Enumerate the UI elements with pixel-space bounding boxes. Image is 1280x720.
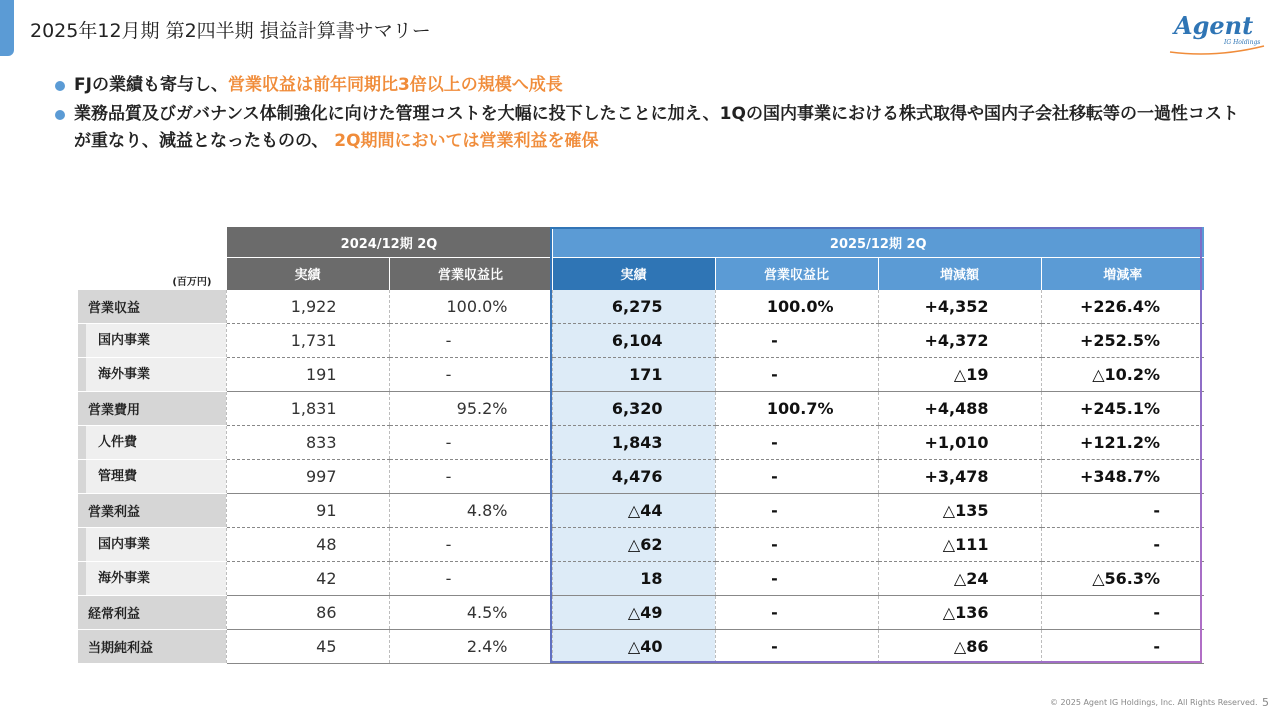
cell-prev-actual: 48	[226, 527, 389, 561]
page-number: 5	[1262, 696, 1269, 709]
logo-sub: IG Holdings	[1224, 39, 1261, 46]
cell-curr-actual: △44	[552, 493, 715, 527]
col-header-curr-ratio: 営業収益比	[715, 258, 878, 290]
cell-prev-actual: 42	[226, 561, 389, 595]
unit-label: (百万円)	[78, 258, 226, 290]
table-row	[78, 595, 1204, 629]
summary-bullets	[52, 72, 1252, 157]
col-header-change-amount: 増減額	[878, 258, 1041, 290]
row-label-cell	[78, 561, 226, 595]
cell-change-rate: +226.4%	[1041, 290, 1204, 324]
cell-prev-actual: 1,731	[226, 323, 389, 357]
cell-curr-actual: 4,476	[552, 459, 715, 493]
cell-curr-ratio: -	[715, 323, 878, 357]
row-label: 人件費	[86, 426, 226, 459]
bullet-1	[52, 72, 1252, 99]
copyright-footer: © 2025 Agent IG Holdings, Inc. All Rights Reserved.	[1050, 698, 1258, 707]
table-row	[78, 357, 1204, 391]
cell-curr-ratio: -	[715, 357, 878, 391]
cell-prev-ratio: -	[389, 323, 552, 357]
cell-change-amount: +4,488	[878, 391, 1041, 425]
row-label: 海外事業	[86, 358, 226, 391]
row-label: 営業収益	[88, 300, 141, 316]
col-header-prev-ratio: 営業収益比	[389, 258, 552, 290]
col-header-curr-actual: 実績	[552, 258, 715, 290]
col-header-change-rate: 増減率	[1041, 258, 1204, 290]
cell-curr-ratio: 100.7%	[715, 391, 878, 425]
row-label-cell	[78, 527, 226, 561]
table-row	[78, 561, 1204, 595]
cell-prev-ratio: 4.5%	[389, 595, 552, 629]
bullet-1-highlight: 営業収益は前年同期比3倍以上の規模へ成長	[227, 75, 563, 95]
row-label-cell	[78, 323, 226, 357]
cell-prev-actual: 45	[226, 629, 389, 663]
row-label: 経常利益	[88, 606, 141, 622]
title-accent-bar	[0, 0, 14, 56]
cell-prev-ratio: -	[389, 527, 552, 561]
row-label-cell	[78, 425, 226, 459]
cell-prev-ratio: 2.4%	[389, 629, 552, 663]
cell-prev-actual: 86	[226, 595, 389, 629]
cell-curr-actual: 6,104	[552, 323, 715, 357]
cell-change-rate: +252.5%	[1041, 323, 1204, 357]
cell-prev-ratio: 95.2%	[389, 391, 552, 425]
cell-change-amount: △19	[878, 357, 1041, 391]
cell-change-rate: +121.2%	[1041, 425, 1204, 459]
row-label: 国内事業	[86, 528, 226, 561]
bullet-dot-icon	[55, 110, 65, 120]
cell-prev-ratio: 100.0%	[389, 290, 552, 324]
row-label: 国内事業	[86, 324, 226, 357]
cell-change-rate: +348.7%	[1041, 459, 1204, 493]
cell-curr-actual: △49	[552, 595, 715, 629]
cell-curr-actual: △62	[552, 527, 715, 561]
period-prev-header: 2024/12期 2Q	[226, 227, 552, 258]
cell-curr-ratio: -	[715, 629, 878, 663]
bullet-2-highlight: 2Q期間においては営業利益を確保	[334, 131, 599, 151]
cell-prev-actual: 997	[226, 459, 389, 493]
row-label-cell	[78, 595, 226, 629]
cell-curr-ratio: 100.0%	[715, 290, 878, 324]
page-title: 2025年12月期 第2四半期 損益計算書サマリー	[30, 20, 431, 42]
table-row	[78, 629, 1204, 663]
cell-change-amount: +4,352	[878, 290, 1041, 324]
table-body	[78, 290, 1204, 664]
row-label-cell	[78, 391, 226, 425]
cell-curr-actual: 1,843	[552, 425, 715, 459]
cell-prev-ratio: -	[389, 459, 552, 493]
cell-curr-ratio: -	[715, 493, 878, 527]
table-row	[78, 425, 1204, 459]
table-row	[78, 459, 1204, 493]
cell-change-amount: +3,478	[878, 459, 1041, 493]
table-row	[78, 290, 1204, 324]
cell-curr-ratio: -	[715, 425, 878, 459]
row-label: 営業利益	[88, 504, 141, 520]
cell-change-rate: △10.2%	[1041, 357, 1204, 391]
cell-change-rate: -	[1041, 493, 1204, 527]
cell-change-amount: △111	[878, 527, 1041, 561]
cell-curr-actual: △40	[552, 629, 715, 663]
row-label-cell	[78, 357, 226, 391]
cell-curr-actual: 6,275	[552, 290, 715, 324]
cell-change-rate: -	[1041, 595, 1204, 629]
cell-prev-ratio: -	[389, 425, 552, 459]
income-statement-table	[78, 227, 1204, 664]
row-label: 管理費	[86, 460, 226, 493]
bullet-1-text: FJの業績も寄与し、	[74, 75, 228, 95]
row-label: 海外事業	[86, 562, 226, 595]
cell-curr-actual: 6,320	[552, 391, 715, 425]
bullet-dot-icon	[55, 81, 65, 91]
bullet-2-text: 業務品質及びガバナンス体制強化に向けた管理コストを大幅に投下したことに加え、1Qの国内事業における株式取得や国内子会社移転等の一過性コストが重なり、減益となったものの、	[74, 104, 1239, 151]
cell-change-rate: +245.1%	[1041, 391, 1204, 425]
row-label: 営業費用	[88, 402, 141, 418]
cell-curr-actual: 18	[552, 561, 715, 595]
cell-change-amount: △24	[878, 561, 1041, 595]
cell-prev-ratio: -	[389, 357, 552, 391]
cell-change-rate: -	[1041, 527, 1204, 561]
cell-change-rate: △56.3%	[1041, 561, 1204, 595]
period-header-row	[78, 227, 1204, 258]
cell-prev-actual: 91	[226, 493, 389, 527]
income-statement-table-wrap	[78, 227, 1204, 664]
cell-curr-actual: 171	[552, 357, 715, 391]
cell-curr-ratio: -	[715, 595, 878, 629]
cell-prev-ratio: 4.8%	[389, 493, 552, 527]
table-row	[78, 527, 1204, 561]
bullet-2	[52, 101, 1252, 155]
cell-change-amount: △135	[878, 493, 1041, 527]
cell-curr-ratio: -	[715, 459, 878, 493]
table-row	[78, 323, 1204, 357]
table-row	[78, 391, 1204, 425]
logo-word: Agent	[1174, 11, 1254, 40]
row-label-cell	[78, 459, 226, 493]
row-label-cell	[78, 629, 226, 663]
row-label-cell	[78, 290, 226, 324]
cell-change-amount: △86	[878, 629, 1041, 663]
cell-change-rate: -	[1041, 629, 1204, 663]
cell-change-amount: +4,372	[878, 323, 1041, 357]
col-header-prev-actual: 実績	[226, 258, 389, 290]
cell-prev-actual: 1,831	[226, 391, 389, 425]
cell-prev-actual: 833	[226, 425, 389, 459]
cell-curr-ratio: -	[715, 561, 878, 595]
company-logo	[1166, 8, 1268, 58]
column-header-row	[78, 258, 1204, 290]
row-label: 当期純利益	[88, 640, 154, 656]
cell-prev-actual: 191	[226, 357, 389, 391]
cell-change-amount: △136	[878, 595, 1041, 629]
cell-change-amount: +1,010	[878, 425, 1041, 459]
cell-curr-ratio: -	[715, 527, 878, 561]
cell-prev-ratio: -	[389, 561, 552, 595]
period-curr-header: 2025/12期 2Q	[552, 227, 1204, 258]
table-row	[78, 493, 1204, 527]
row-label-cell	[78, 493, 226, 527]
cell-prev-actual: 1,922	[226, 290, 389, 324]
